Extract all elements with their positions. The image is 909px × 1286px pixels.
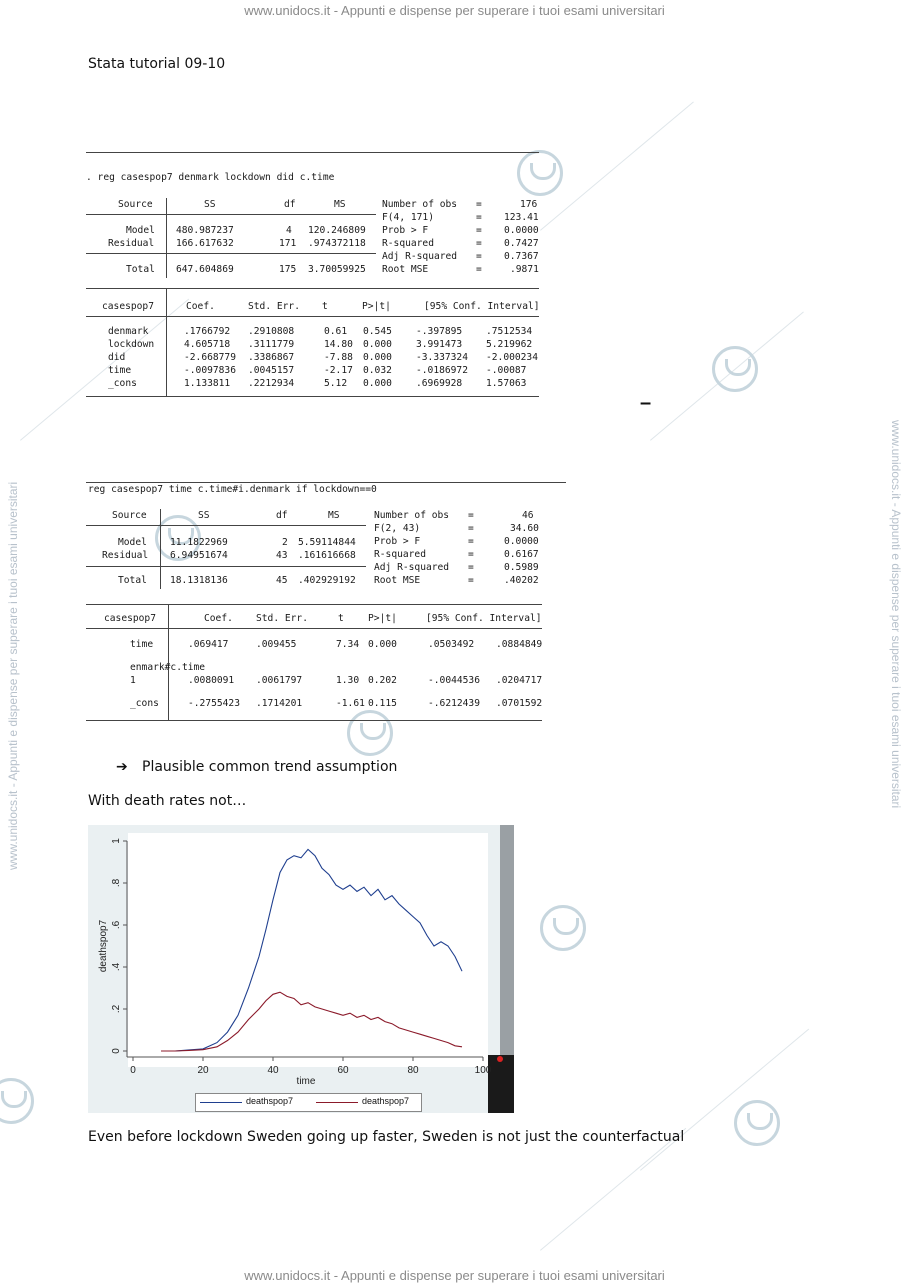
coef-cell: -.6212439: [428, 698, 480, 709]
coef-cell: -1.61: [336, 698, 365, 709]
coef-header: Std. Err.: [248, 301, 300, 312]
stat-value: 34.60: [510, 523, 539, 534]
stat-label: Number of obs: [382, 199, 458, 210]
y-tick-label: 1: [111, 838, 122, 844]
anova-cell: 175: [279, 264, 297, 275]
stat-label: F(2, 43): [374, 523, 421, 534]
stat-eq: =: [476, 251, 482, 262]
coef-cell: .069417: [188, 639, 229, 650]
coef-cell: 0.032: [363, 365, 392, 376]
anova-row-label: Model: [126, 225, 155, 236]
coef-cell: -2.17: [324, 365, 353, 376]
anova-header-df: df: [284, 199, 296, 210]
coef-cell: .0204717: [496, 675, 543, 686]
coef-header: Coef.: [186, 301, 215, 312]
record-dot-icon: [497, 1056, 503, 1062]
watermark-left: www.unidocs.it - Appunti e dispense per superare i tuoi esami universitari: [6, 481, 20, 870]
document-title: Stata tutorial 09-10: [88, 56, 226, 72]
coef-header: Coef.: [204, 613, 233, 624]
anova-cell: 3.70059925: [308, 264, 366, 275]
stat-label: Root MSE: [374, 575, 421, 586]
stat-eq: =: [476, 212, 482, 223]
stat-eq: =: [476, 264, 482, 275]
coef-header: casespop7: [104, 613, 156, 624]
coef-header: t: [322, 301, 328, 312]
coef-cell: .0503492: [428, 639, 475, 650]
coef-cell: -.0044536: [428, 675, 480, 686]
coef-row-label: time: [108, 365, 132, 376]
coef-cell: -7.88: [324, 352, 353, 363]
legend-swatch-1: [200, 1102, 242, 1103]
coef-cell: .0884849: [496, 639, 543, 650]
stat-eq: =: [468, 575, 474, 586]
coef-cell: 5.219962: [486, 339, 533, 350]
stat-value: .9871: [510, 264, 539, 275]
right-panel-dark: [488, 1055, 514, 1113]
plot-area: [128, 833, 488, 1067]
coef-header: Std. Err.: [256, 613, 308, 624]
watermark-right: www.unidocs.it - Appunti e dispense per superare i tuoi esami universitari: [889, 420, 903, 809]
coef-cell: 0.202: [368, 675, 397, 686]
coef-cell: .3111779: [248, 339, 295, 350]
anova-cell: 480.987237: [176, 225, 234, 236]
coef-cell: -.397895: [416, 326, 463, 337]
unidocs-logo-icon: [712, 346, 758, 392]
coef-cell: 0.115: [368, 698, 397, 709]
chart-svg: [88, 825, 514, 1113]
coef-row-label: 1: [130, 675, 136, 686]
anova-cell: 2: [282, 537, 288, 548]
watermark-diagonal: [540, 101, 694, 230]
coef-cell: .2910808: [248, 326, 295, 337]
stat-label: Prob > F: [374, 536, 421, 547]
coef-cell: -3.337324: [416, 352, 468, 363]
x-tick-label: 20: [197, 1065, 209, 1076]
anova-cell: 166.617632: [176, 238, 234, 249]
dash-mark: –: [640, 392, 652, 414]
stat-value: 176: [520, 199, 538, 210]
stat-eq: =: [468, 562, 474, 573]
anova-row-label: Model: [118, 537, 147, 548]
anova-header-source: Source: [112, 510, 147, 521]
bullet-text: Plausible common trend assumption: [142, 759, 398, 775]
coef-cell: .0045157: [248, 365, 295, 376]
regression-output-1: [86, 138, 541, 400]
y-tick-label: .2: [111, 1004, 122, 1014]
coef-cell: 14.80: [324, 339, 353, 350]
paragraph-death-rates: With death rates not…: [88, 793, 247, 809]
right-panel-gray: [500, 825, 514, 1055]
anova-header-ss: SS: [204, 199, 216, 210]
stat-eq: =: [468, 549, 474, 560]
coef-cell: 1.57063: [486, 378, 527, 389]
anova-cell: .974372118: [308, 238, 366, 249]
anova-cell: 647.604869: [176, 264, 234, 275]
bullet-arrow-icon: ➔: [116, 759, 128, 775]
coef-cell: .7512534: [486, 326, 533, 337]
stat-label: Adj R-squared: [374, 562, 450, 573]
death-rates-chart: [88, 825, 514, 1113]
coef-cell: 0.545: [363, 326, 392, 337]
coef-row-label: enmark#c.time: [130, 662, 206, 673]
stat-label: Adj R-squared: [382, 251, 458, 262]
stat-value: 0.7427: [504, 238, 539, 249]
x-tick-label: 100: [474, 1065, 492, 1076]
coef-cell: 0.000: [368, 639, 397, 650]
coef-cell: 4.605718: [184, 339, 231, 350]
y-axis-title: deathspop7: [98, 919, 109, 973]
anova-cell: .161616668: [298, 550, 356, 561]
watermark-diagonal: [540, 1128, 686, 1251]
stat-value: 0.5989: [504, 562, 539, 573]
anova-row-label: Residual: [108, 238, 155, 249]
coef-cell: 0.000: [363, 378, 392, 389]
anova-cell: 18.1318136: [170, 575, 228, 586]
anova-header-df: df: [276, 510, 288, 521]
coef-row-label: time: [130, 639, 154, 650]
anova-header-ss: SS: [198, 510, 210, 521]
anova-cell: 11.1822969: [170, 537, 228, 548]
coef-cell: -2.668779: [184, 352, 236, 363]
coef-cell: .1766792: [184, 326, 231, 337]
chart-legend: [195, 1093, 422, 1112]
coef-cell: .0701592: [496, 698, 543, 709]
x-axis-title: time: [296, 1076, 316, 1087]
watermark-bottom: www.unidocs.it - Appunti e dispense per superare i tuoi esami universitari: [244, 1268, 665, 1283]
stat-value: 0.6167: [504, 549, 539, 560]
coef-cell: -2.000234: [486, 352, 538, 363]
legend-label-1: deathspop7: [246, 1096, 294, 1106]
paragraph-conclusion: Even before lockdown Sweden going up faster, Sweden is not just the counterfactual: [88, 1129, 685, 1145]
coef-cell: .3386867: [248, 352, 295, 363]
coef-cell: -.0097836: [184, 365, 236, 376]
coef-header: [95% Conf. Interval]: [424, 301, 540, 312]
stat-eq: =: [468, 536, 474, 547]
x-tick-label: 40: [267, 1065, 279, 1076]
anova-row-label: Total: [126, 264, 155, 275]
stat-label: Root MSE: [382, 264, 429, 275]
anova-header-source: Source: [118, 199, 153, 210]
stat-value: 123.41: [504, 212, 539, 223]
stat-eq: =: [476, 225, 482, 236]
coef-row-label: _cons: [130, 698, 159, 709]
coef-cell: -.0186972: [416, 365, 468, 376]
watermark-diagonal: [640, 1029, 809, 1171]
stat-value: 0.7367: [504, 251, 539, 262]
coef-cell: .6969928: [416, 378, 463, 389]
coef-row-label: lockdown: [108, 339, 155, 350]
unidocs-logo-icon: [540, 905, 586, 951]
coef-cell: .2212934: [248, 378, 295, 389]
y-tick-label: .4: [111, 962, 122, 972]
anova-row-label: Residual: [102, 550, 149, 561]
stat-value: 0.0000: [504, 536, 539, 547]
anova-cell: 171: [279, 238, 297, 249]
unidocs-logo-icon: [0, 1078, 34, 1124]
stat-label: R-squared: [382, 238, 434, 249]
coef-cell: 1.30: [336, 675, 360, 686]
stat-label: Number of obs: [374, 510, 450, 521]
anova-header-ms: MS: [334, 199, 346, 210]
stata-command: reg casespop7 time c.time#i.denmark if lockdown==0: [88, 484, 377, 495]
coef-cell: 1.133811: [184, 378, 231, 389]
stat-value: .40202: [504, 575, 539, 586]
watermark-top: www.unidocs.it - Appunti e dispense per superare i tuoi esami universitari: [244, 3, 665, 18]
regression-output-2: [86, 480, 568, 724]
coef-cell: .009455: [256, 639, 297, 650]
y-tick-label: .6: [111, 920, 122, 930]
coef-cell: 5.12: [324, 378, 348, 389]
y-tick-label: 0: [111, 1048, 122, 1054]
anova-cell: .402929192: [298, 575, 356, 586]
coef-cell: -.2755423: [188, 698, 240, 709]
anova-cell: 4: [286, 225, 292, 236]
coef-cell: .0080091: [188, 675, 235, 686]
coef-cell: -.00087: [486, 365, 527, 376]
stata-command: . reg casespop7 denmark lockdown did c.time: [86, 172, 335, 183]
coef-cell: 7.34: [336, 639, 360, 650]
coef-header: casespop7: [102, 301, 154, 312]
coef-header: t: [338, 613, 344, 624]
anova-cell: 43: [276, 550, 288, 561]
stat-eq: =: [476, 199, 482, 210]
anova-cell: 5.59114844: [298, 537, 356, 548]
coef-cell: 0.000: [363, 352, 392, 363]
coef-header: [95% Conf. Interval]: [426, 613, 542, 624]
coef-row-label: denmark: [108, 326, 149, 337]
x-tick-label: 80: [407, 1065, 419, 1076]
unidocs-logo-icon: [734, 1100, 780, 1146]
coef-cell: 0.61: [324, 326, 348, 337]
coef-header: P>|t|: [368, 613, 397, 624]
coef-cell: .0061797: [256, 675, 303, 686]
stat-eq: =: [476, 238, 482, 249]
stat-label: R-squared: [374, 549, 426, 560]
legend-label-2: deathspop7: [362, 1096, 410, 1106]
coef-cell: 0.000: [363, 339, 392, 350]
stat-label: F(4, 171): [382, 212, 434, 223]
stat-eq: =: [468, 510, 474, 521]
anova-header-ms: MS: [328, 510, 340, 521]
x-tick-label: 0: [130, 1065, 136, 1076]
x-tick-label: 60: [337, 1065, 349, 1076]
stat-value: 46: [522, 510, 534, 521]
stat-value: 0.0000: [504, 225, 539, 236]
stat-eq: =: [468, 523, 474, 534]
anova-cell: 45: [276, 575, 288, 586]
coef-cell: 3.991473: [416, 339, 463, 350]
anova-cell: 6.94951674: [170, 550, 228, 561]
coef-row-label: did: [108, 352, 126, 363]
anova-row-label: Total: [118, 575, 147, 586]
coef-cell: .1714201: [256, 698, 303, 709]
legend-swatch-2: [316, 1102, 358, 1103]
y-tick-label: .8: [111, 878, 122, 888]
coef-row-label: _cons: [108, 378, 137, 389]
stat-label: Prob > F: [382, 225, 429, 236]
coef-header: P>|t|: [362, 301, 391, 312]
anova-cell: 120.246809: [308, 225, 366, 236]
